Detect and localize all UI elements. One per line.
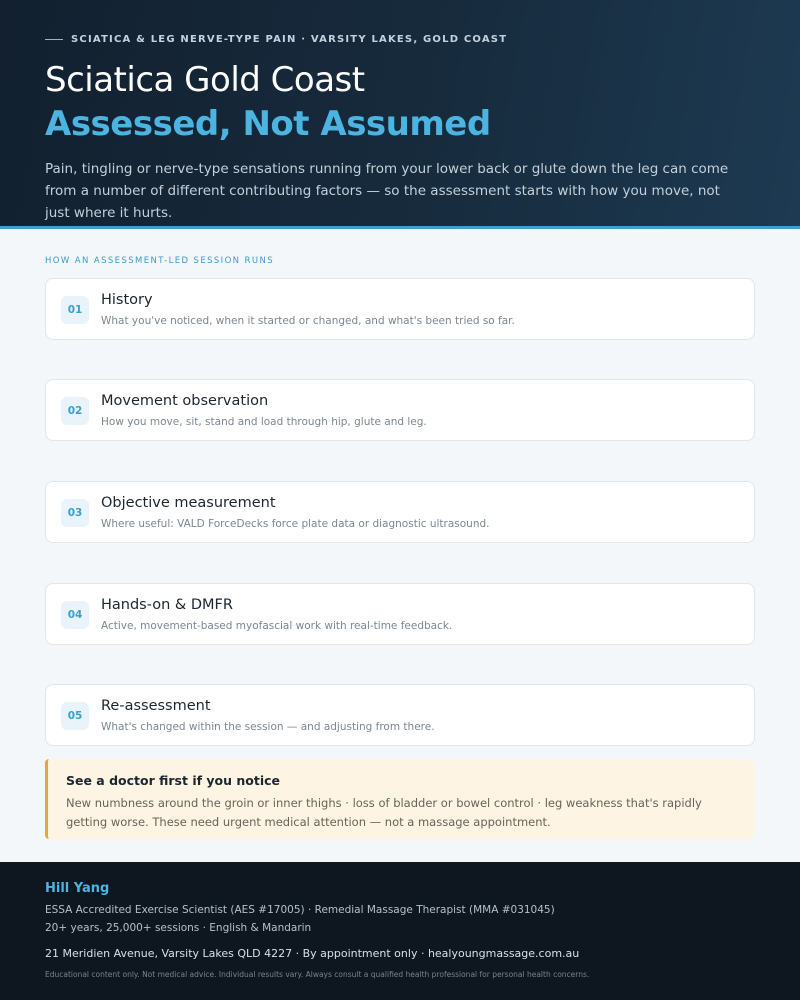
step-card-re-assessment — [45, 684, 755, 746]
experience-line: 20+ years, 25,000+ sessions · English & Mandarin — [45, 922, 312, 934]
step-description: What's changed within the session — and adjusting from there. — [101, 721, 435, 733]
page-subtitle: Assessed, Not Assumed — [45, 104, 491, 144]
step-title: Re-assessment — [101, 698, 211, 714]
step-title: Objective measurement — [101, 495, 276, 511]
step-description: What you've noticed, when it started or changed, and what's been tried so far. — [101, 315, 515, 327]
step-title: Movement observation — [101, 393, 269, 409]
step-card-objective-measurement — [45, 481, 755, 543]
practitioner-name: Hill Yang — [45, 881, 110, 896]
step-number: 01 — [61, 296, 89, 324]
step-card-movement-observation — [45, 379, 755, 441]
step-number: 05 — [61, 702, 89, 730]
step-card-hands-on — [45, 583, 755, 645]
step-title: History — [101, 292, 153, 308]
step-title: Hands-on & DMFR — [101, 597, 233, 613]
step-description: How you move, sit, stand and load through hip, glute and leg. — [101, 416, 427, 428]
step-card-history — [45, 278, 755, 340]
section-label: HOW AN ASSESSMENT-LED SESSION RUNS — [45, 256, 275, 266]
address-line: 21 Meridien Avenue, Varsity Lakes QLD 4227 · By appointment only · healyoungmassage.com.au — [45, 947, 580, 960]
intro-paragraph: Pain, tingling or nerve-type sensations running from your lower back or glute down the leg can come from a number of different contributing factors — so the assessment starts with how you move, not just where it hurts. — [45, 161, 729, 221]
warning-text: New numbness around the groin or inner thighs · loss of bladder or bowel control · leg weakness that's rapidly getting worse. These need urgent medical attention — not a massage appointment. — [66, 796, 702, 829]
step-description: Active, movement-based myofascial work with real-time feedback. — [101, 620, 453, 632]
step-number: 03 — [61, 499, 89, 527]
medical-warning-callout — [45, 759, 755, 839]
footer — [0, 862, 800, 1000]
page-title: Sciatica Gold Coast — [45, 60, 365, 100]
step-number: 02 — [61, 397, 89, 425]
eyebrow-divider — [45, 39, 63, 40]
step-description: Where useful: VALD ForceDecks force plate data or diagnostic ultrasound. — [101, 518, 490, 530]
warning-title: See a doctor first if you notice — [66, 773, 281, 788]
eyebrow-text: SCIATICA & LEG NERVE-TYPE PAIN · VARSITY LAKES, GOLD COAST — [71, 34, 508, 45]
step-number: 04 — [61, 601, 89, 629]
credentials-line: ESSA Accredited Exercise Scientist (AES #17005) · Remedial Massage Therapist (MMA #031045) — [45, 904, 555, 916]
disclaimer: Educational content only. Not medical advice. Individual results vary. Always consult a qualified health professional for personal health concerns. — [45, 970, 590, 979]
eyebrow — [45, 34, 507, 45]
hero-header — [0, 0, 800, 229]
